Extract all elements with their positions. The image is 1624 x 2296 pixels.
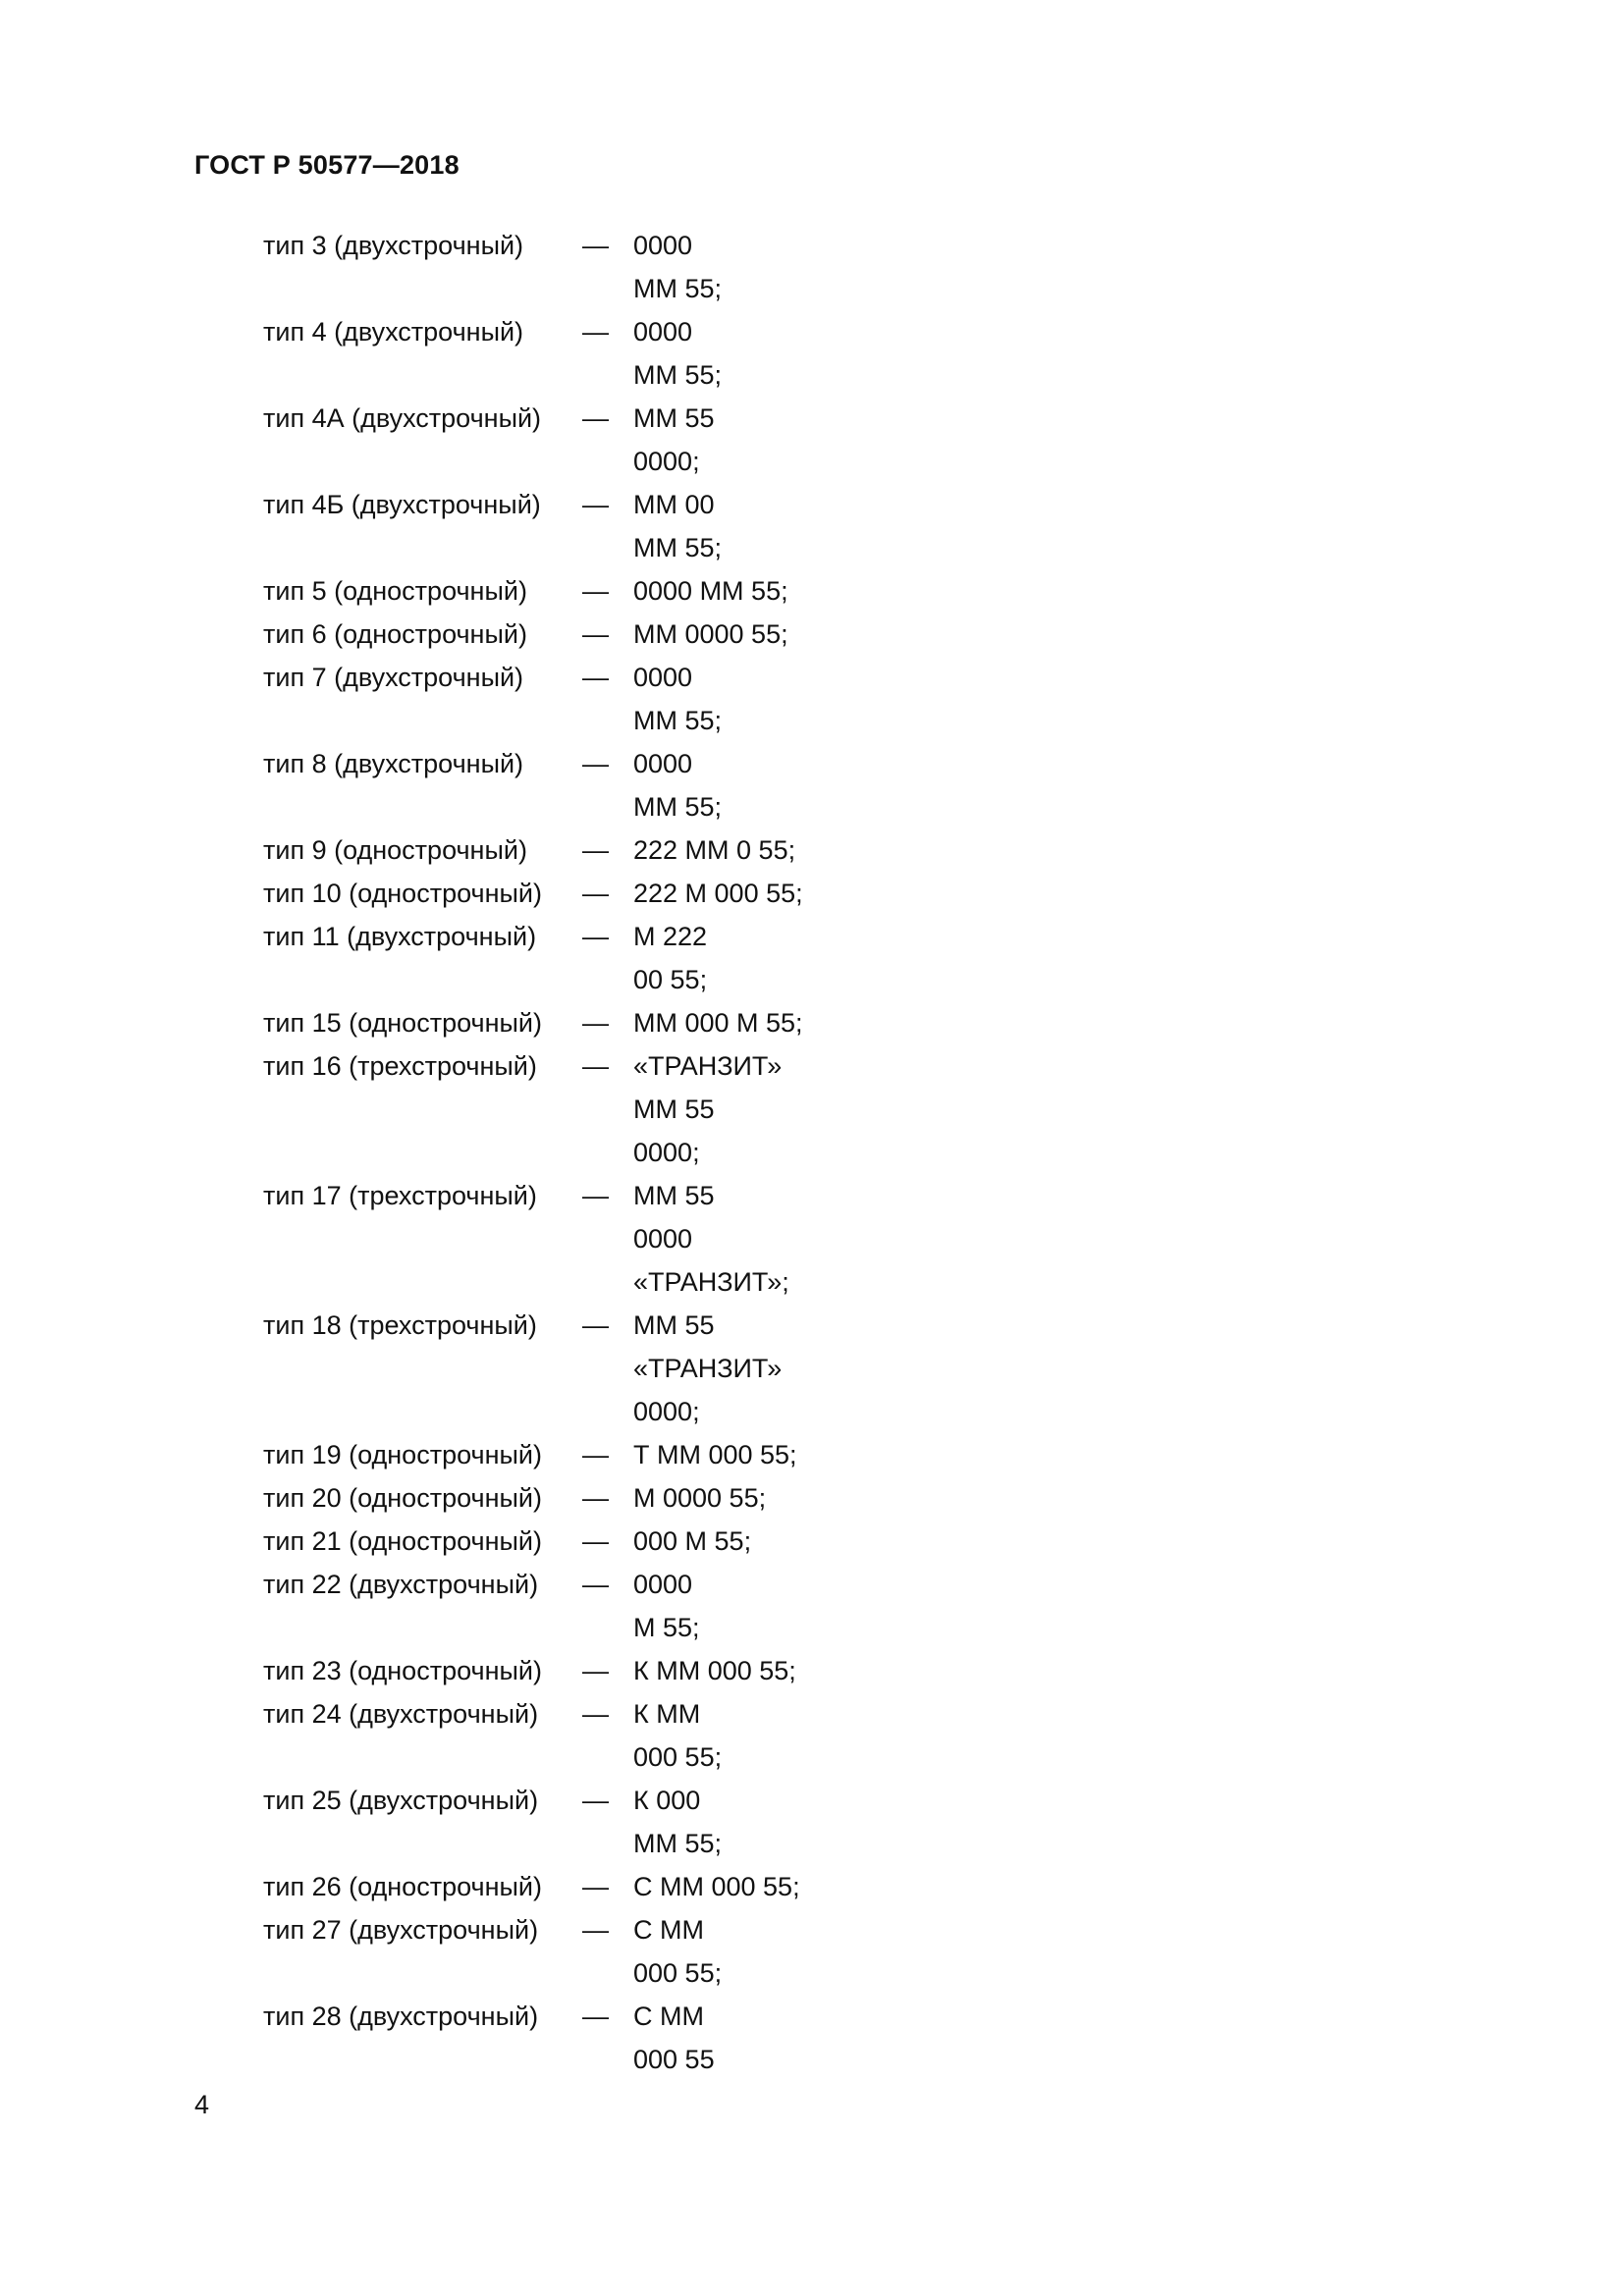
plate-type-label: тип 4 (двухстрочный) [263, 317, 524, 347]
plate-type-label: тип 6 (однострочный) [263, 619, 527, 649]
list-item [263, 1649, 1049, 1692]
em-dash-separator: — [582, 1526, 609, 1556]
plate-format [633, 1001, 803, 1044]
plate-format [633, 1779, 722, 1865]
plate-format-line: К 000 [633, 1786, 701, 1815]
plate-format [633, 1174, 789, 1304]
list-item [263, 1779, 1049, 1865]
em-dash-separator: — [582, 1440, 609, 1469]
plate-format-line: М 222 [633, 922, 708, 951]
plate-format-line: 0000; [633, 447, 700, 476]
plate-format-line: ММ 55; [633, 533, 723, 562]
plate-type-label: тип 26 (однострочный) [263, 1872, 542, 1901]
plate-format-line: 0000; [633, 1397, 700, 1426]
list-item [263, 1908, 1049, 1995]
plate-type-label: тип 28 (двухстрочный) [263, 2002, 539, 2031]
plate-format-line: 0000 [633, 1570, 693, 1599]
plate-type-label: тип 16 (трехстрочный) [263, 1051, 537, 1081]
plate-format-line: 0000 [633, 749, 693, 778]
em-dash-separator: — [582, 1181, 609, 1210]
plate-format-line: ММ 55; [633, 706, 723, 735]
plate-format-line: ММ 00 [633, 490, 715, 519]
plate-format [633, 569, 788, 613]
plate-format-line: «ТРАНЗИТ»; [633, 1267, 789, 1297]
plate-format [633, 310, 722, 397]
list-item [263, 1044, 1049, 1174]
plate-type-label: тип 18 (трехстрочный) [263, 1310, 537, 1340]
list-item [263, 1865, 1049, 1908]
plate-format [633, 397, 715, 483]
em-dash-separator: — [582, 879, 609, 908]
plate-format-line: ММ 55; [633, 1829, 723, 1858]
plate-type-label: тип 20 (однострочный) [263, 1483, 542, 1513]
plate-format [633, 483, 722, 569]
em-dash-separator: — [582, 403, 609, 433]
plate-format-line: М 0000 55; [633, 1483, 767, 1513]
plate-format-line: 0000 [633, 317, 693, 347]
em-dash-separator: — [582, 1008, 609, 1038]
plate-format-line: 0000 [633, 663, 693, 692]
em-dash-separator: — [582, 1570, 609, 1599]
list-item [263, 397, 1049, 483]
em-dash-separator: — [582, 619, 609, 649]
plate-format-line: 000 М 55; [633, 1526, 752, 1556]
list-item [263, 310, 1049, 397]
plate-format [633, 1520, 751, 1563]
plate-format [633, 1563, 700, 1649]
plate-format [633, 1649, 796, 1692]
plate-type-label: тип 3 (двухстрочный) [263, 231, 524, 260]
plate-format-line: 0000 [633, 231, 693, 260]
list-item [263, 1692, 1049, 1779]
plate-format [633, 828, 795, 872]
plate-format-line: ММ 55; [633, 792, 723, 822]
plate-format-line: 0000; [633, 1138, 700, 1167]
list-item [263, 1563, 1049, 1649]
plate-format [633, 1044, 782, 1174]
plate-format [633, 742, 722, 828]
em-dash-separator: — [582, 1786, 609, 1815]
page-number: 4 [194, 2090, 210, 2119]
plate-format-line: ММ 55; [633, 360, 723, 390]
em-dash-separator: — [582, 576, 609, 606]
plate-type-label: тип 10 (однострочный) [263, 879, 542, 908]
plate-type-label: тип 8 (двухстрочный) [263, 749, 524, 778]
plate-format-line: ММ 000 М 55; [633, 1008, 803, 1038]
plate-format [633, 224, 722, 310]
list-item [263, 569, 1049, 613]
list-item [263, 872, 1049, 915]
plate-type-label: тип 9 (однострочный) [263, 835, 527, 865]
list-item [263, 1995, 1049, 2081]
plate-format-line: ММ 55; [633, 274, 723, 303]
plate-format-line: ММ 55 [633, 1095, 715, 1124]
plate-type-label: тип 11 (двухстрочный) [263, 922, 537, 951]
plate-type-label: тип 5 (однострочный) [263, 576, 527, 606]
list-item [263, 828, 1049, 872]
list-item [263, 1476, 1049, 1520]
plate-format-line: 0000 ММ 55; [633, 576, 788, 606]
em-dash-separator: — [582, 1051, 609, 1081]
plate-format-line: К ММ 000 55; [633, 1656, 796, 1685]
em-dash-separator: — [582, 835, 609, 865]
plate-format-line: С ММ 000 55; [633, 1872, 800, 1901]
plate-format [633, 872, 803, 915]
plate-type-label: тип 19 (однострочный) [263, 1440, 542, 1469]
plate-type-label: тип 21 (однострочный) [263, 1526, 542, 1556]
plate-format-line: С ММ [633, 2002, 704, 2031]
em-dash-separator: — [582, 1483, 609, 1513]
plate-format-line: ММ 55 [633, 403, 715, 433]
plate-format [633, 613, 788, 656]
em-dash-separator: — [582, 1915, 609, 1945]
em-dash-separator: — [582, 490, 609, 519]
plate-format [633, 1304, 782, 1433]
plate-format [633, 1995, 715, 2081]
plate-type-label: тип 23 (однострочный) [263, 1656, 542, 1685]
plate-format-line: 000 55; [633, 1958, 723, 1988]
plate-type-label: тип 15 (однострочный) [263, 1008, 542, 1038]
em-dash-separator: — [582, 231, 609, 260]
em-dash-separator: — [582, 1699, 609, 1729]
list-item [263, 915, 1049, 1001]
list-item [263, 1304, 1049, 1433]
plate-format [633, 915, 707, 1001]
plate-type-label: тип 22 (двухстрочный) [263, 1570, 539, 1599]
em-dash-separator: — [582, 749, 609, 778]
plate-type-label: тип 25 (двухстрочный) [263, 1786, 539, 1815]
plate-format-line: «ТРАНЗИТ» [633, 1051, 783, 1081]
plate-format [633, 656, 722, 742]
plate-format [633, 1692, 722, 1779]
plate-format-line: 222 ММ 0 55; [633, 835, 796, 865]
plate-format [633, 1908, 722, 1995]
plate-format-line: К ММ [633, 1699, 701, 1729]
plate-format-line: ММ 55 [633, 1310, 715, 1340]
list-item [263, 613, 1049, 656]
plate-type-label: тип 4А (двухстрочный) [263, 403, 542, 433]
plate-format-line: 00 55; [633, 965, 708, 994]
plate-format-line: Т ММ 000 55; [633, 1440, 797, 1469]
plate-type-label: тип 24 (двухстрочный) [263, 1699, 539, 1729]
list-item [263, 483, 1049, 569]
em-dash-separator: — [582, 317, 609, 347]
plate-format-line: С ММ [633, 1915, 704, 1945]
plate-type-label: тип 4Б (двухстрочный) [263, 490, 541, 519]
em-dash-separator: — [582, 663, 609, 692]
list-item [263, 1520, 1049, 1563]
list-item [263, 224, 1049, 310]
list-item [263, 1001, 1049, 1044]
plate-format [633, 1433, 797, 1476]
em-dash-separator: — [582, 1872, 609, 1901]
plate-format-line: ММ 55 [633, 1181, 715, 1210]
plate-type-label: тип 17 (трехстрочный) [263, 1181, 537, 1210]
em-dash-separator: — [582, 1310, 609, 1340]
list-item [263, 1433, 1049, 1476]
plate-type-label: тип 27 (двухстрочный) [263, 1915, 539, 1945]
plate-format-line: 0000 [633, 1224, 693, 1254]
plate-format-line: 000 55 [633, 2045, 715, 2074]
plate-format-line: 222 М 000 55; [633, 879, 803, 908]
list-item [263, 656, 1049, 742]
plate-format-line: «ТРАНЗИТ» [633, 1354, 783, 1383]
plate-format-line: 000 55; [633, 1742, 723, 1772]
em-dash-separator: — [582, 1656, 609, 1685]
plate-type-label: тип 7 (двухстрочный) [263, 663, 524, 692]
plate-format [633, 1865, 800, 1908]
list-item [263, 742, 1049, 828]
plate-format [633, 1476, 766, 1520]
em-dash-separator: — [582, 2002, 609, 2031]
plate-type-list [263, 224, 1049, 2081]
plate-format-line: ММ 0000 55; [633, 619, 788, 649]
em-dash-separator: — [582, 922, 609, 951]
plate-format-line: М 55; [633, 1613, 700, 1642]
document-header: ГОСТ Р 50577—2018 [194, 150, 460, 180]
list-item [263, 1174, 1049, 1304]
